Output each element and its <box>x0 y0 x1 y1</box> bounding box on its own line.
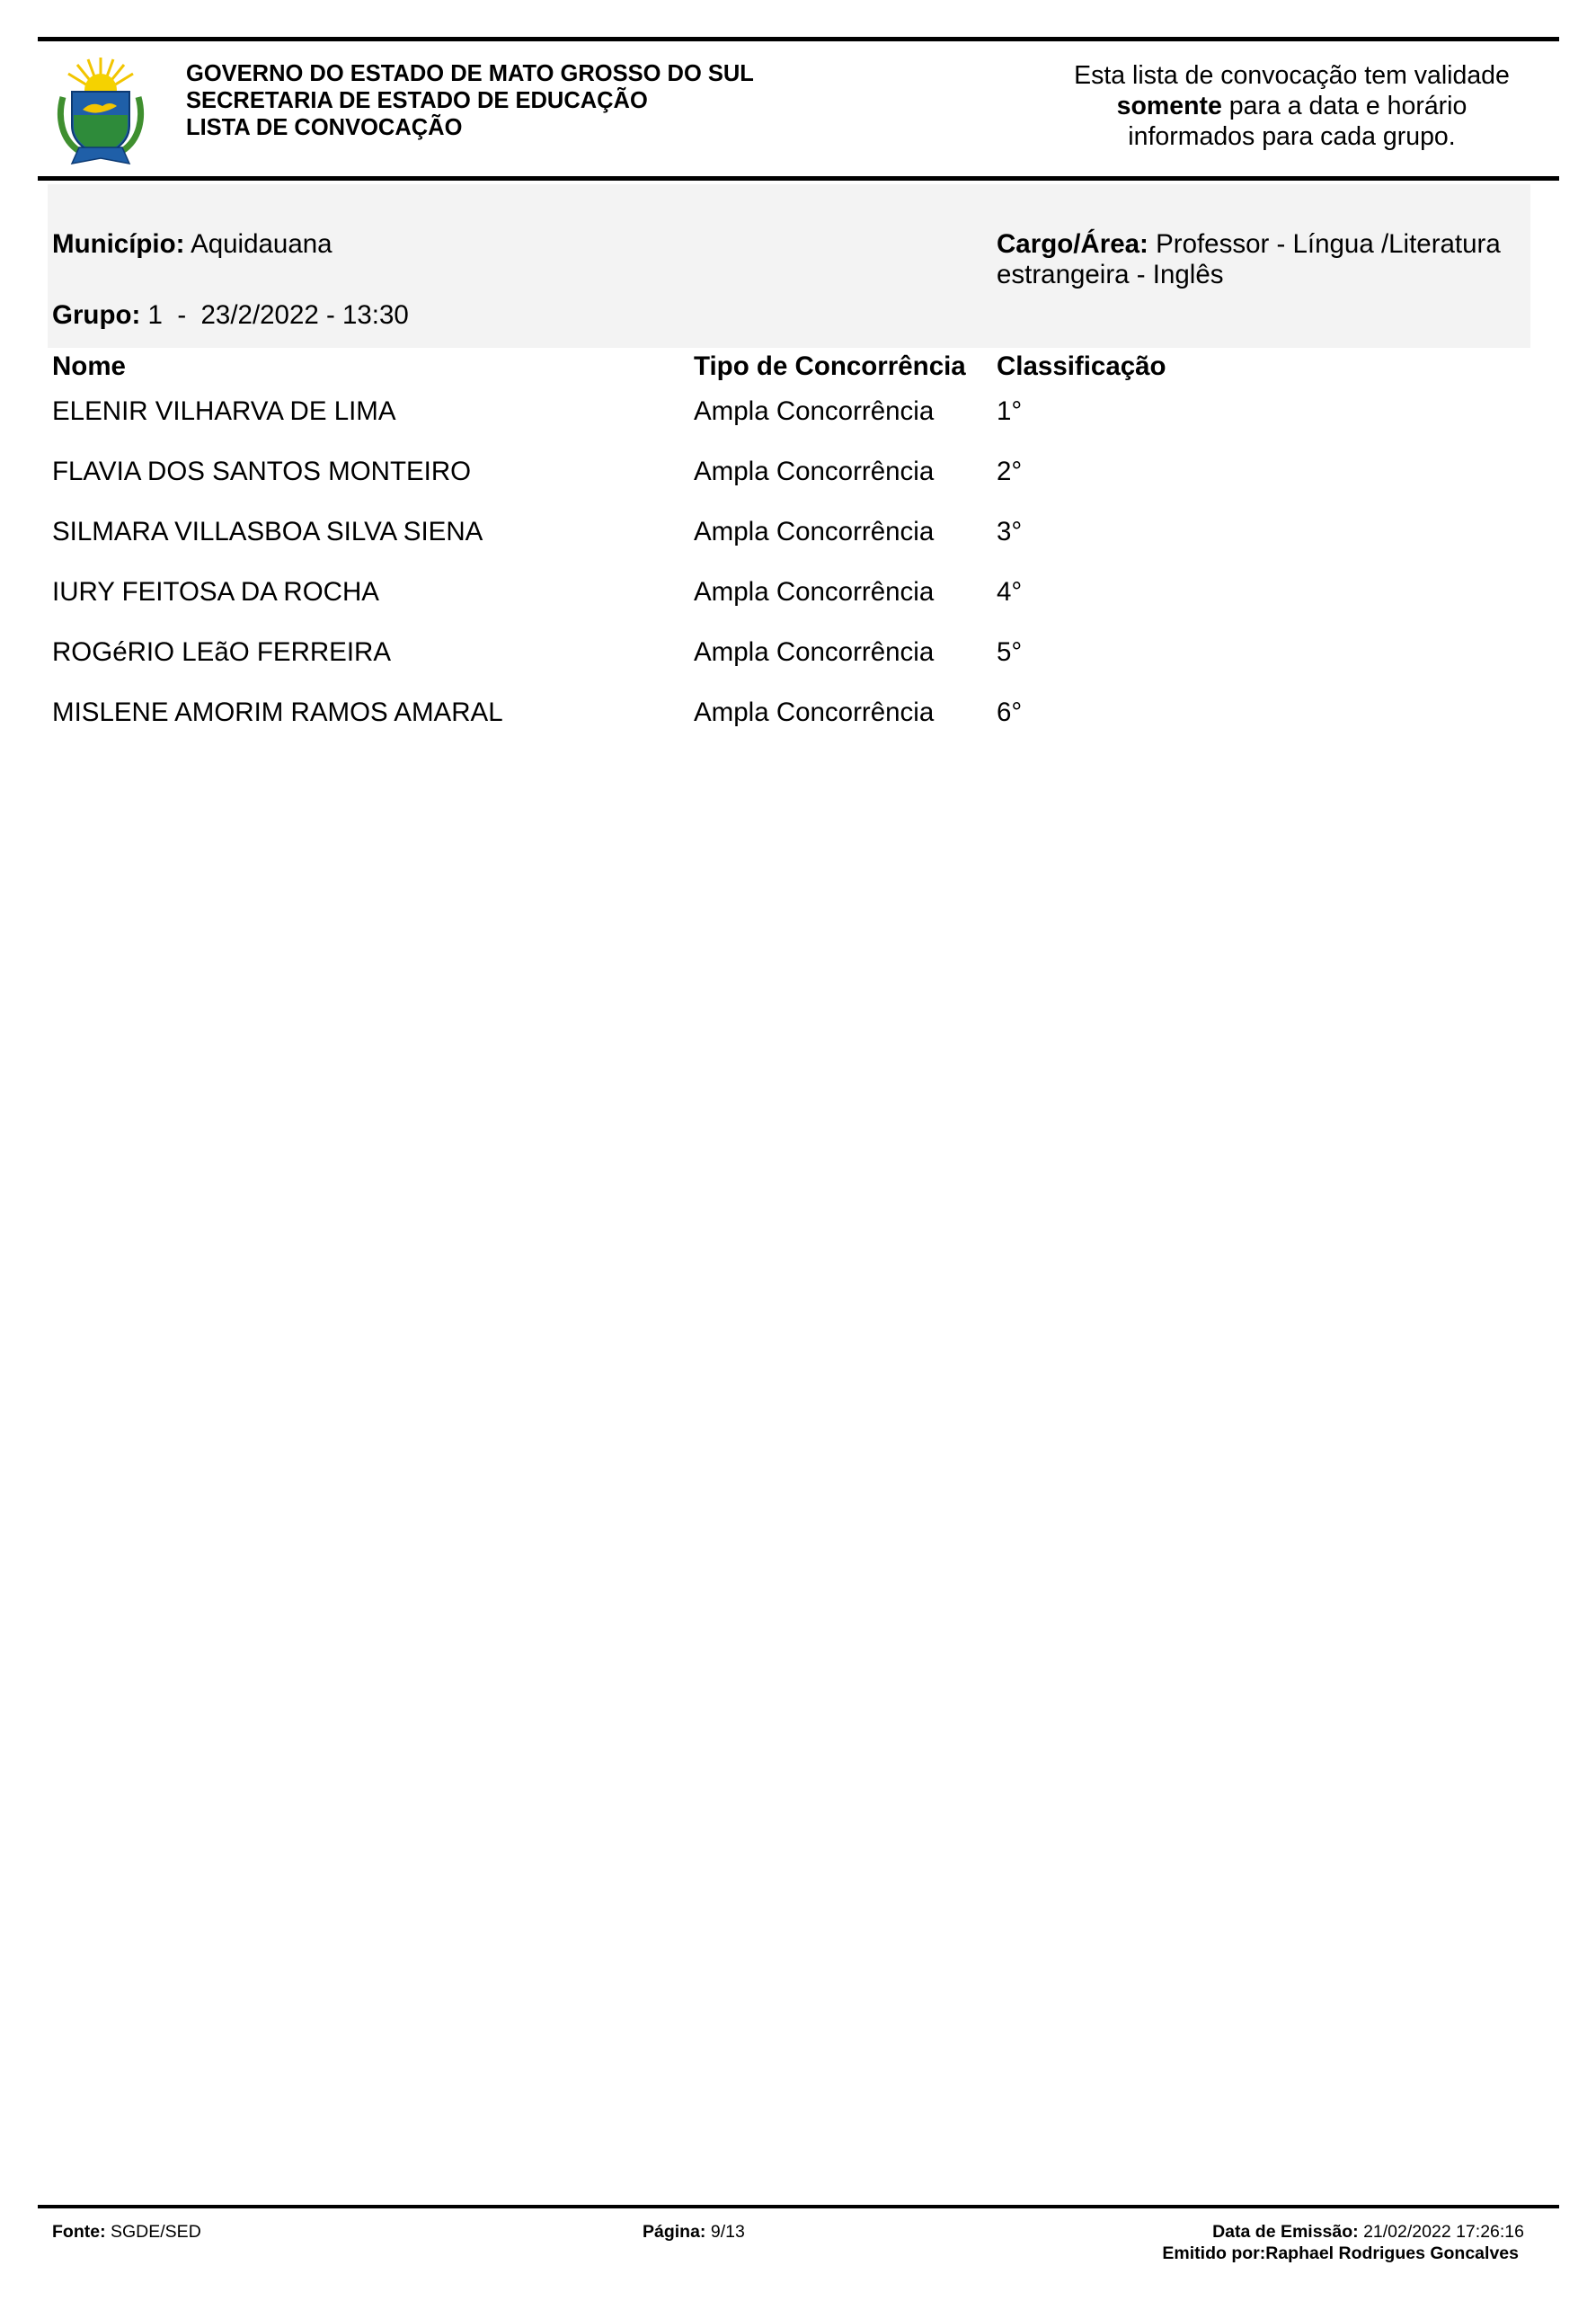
candidate-name: IURY FEITOSA DA ROCHA <box>52 577 379 607</box>
competition-type: Ampla Concorrência <box>694 457 935 486</box>
ranking: 4° <box>997 577 1023 607</box>
org-line-secretariat: SECRETARIA DE ESTADO DE EDUCAÇÃO <box>186 88 648 113</box>
grupo-value: 1 - 23/2/2022 - 13:30 <box>147 300 409 330</box>
validity-line-2-rest: para a data e horário <box>1221 92 1467 120</box>
pagina-label: Página: <box>643 2222 706 2242</box>
column-header-classificacao: Classificação <box>997 351 1166 381</box>
table-row <box>0 697 1596 729</box>
candidate-name: ELENIR VILHARVA DE LIMA <box>52 396 396 426</box>
candidate-name: FLAVIA DOS SANTOS MONTEIRO <box>52 457 472 486</box>
state-coat-of-arms-logo <box>52 54 149 169</box>
candidate-name: ROGéRIO LEãO FERREIRA <box>52 637 392 667</box>
validity-line-1: Esta lista de convocação tem validade <box>1074 61 1510 90</box>
table-row <box>0 516 1596 548</box>
table-row <box>0 456 1596 488</box>
cargo-value-line-1: Professor - Língua /Literatura <box>1156 229 1501 259</box>
competition-type: Ampla Concorrência <box>694 577 935 607</box>
ranking: 3° <box>997 517 1023 546</box>
candidate-name: SILMARA VILLASBOA SILVA SIENA <box>52 517 483 546</box>
emissao-label: Data de Emissão: <box>1212 2222 1359 2242</box>
cargo-field <box>997 229 1536 290</box>
ranking: 2° <box>997 457 1023 486</box>
competition-type: Ampla Concorrência <box>694 637 935 667</box>
footer-page-number <box>643 2221 745 2243</box>
footer-emission <box>1162 2221 1524 2264</box>
table-row <box>0 395 1596 428</box>
column-header-nome: Nome <box>52 351 126 381</box>
municipio-field <box>52 229 332 260</box>
organization-header <box>186 60 754 141</box>
municipio-label: Município: <box>52 229 185 259</box>
emissao-value: 21/02/2022 17:26:16 <box>1363 2222 1524 2242</box>
validity-line-2 <box>1015 91 1568 121</box>
cargo-value-line-2: estrangeira - Inglês <box>997 260 1224 289</box>
top-rule <box>38 37 1559 41</box>
competition-type: Ampla Concorrência <box>694 697 935 727</box>
validity-line-3: informados para cada grupo. <box>1128 122 1456 151</box>
footer-source <box>52 2221 201 2243</box>
emitido-value: Raphael Rodrigues Goncalves <box>1265 2243 1519 2263</box>
table-row <box>0 636 1596 669</box>
column-header-tipo: Tipo de Concorrência <box>694 351 966 381</box>
grupo-label: Grupo: <box>52 300 141 330</box>
competition-type: Ampla Concorrência <box>694 517 935 546</box>
header-rule <box>38 176 1559 181</box>
emitido-label: Emitido por: <box>1162 2243 1266 2263</box>
org-line-government: GOVERNO DO ESTADO DE MATO GROSSO DO SUL <box>186 61 754 86</box>
fonte-value: SGDE/SED <box>111 2222 201 2242</box>
fonte-label: Fonte: <box>52 2222 106 2242</box>
grupo-field <box>52 300 409 331</box>
ranking: 5° <box>997 637 1023 667</box>
candidate-name: MISLENE AMORIM RAMOS AMARAL <box>52 697 503 727</box>
table-row <box>0 576 1596 609</box>
validity-notice <box>1015 60 1568 152</box>
ranking: 6° <box>997 697 1023 727</box>
validity-emphasis: somente <box>1116 92 1222 120</box>
pagina-value: 9/13 <box>710 2222 745 2242</box>
cargo-label: Cargo/Área: <box>997 229 1148 259</box>
org-line-list-title: LISTA DE CONVOCAÇÃO <box>186 115 463 140</box>
ranking: 1° <box>997 396 1023 426</box>
competition-type: Ampla Concorrência <box>694 396 935 426</box>
footer-rule <box>38 2205 1559 2208</box>
municipio-value: Aquidauana <box>191 229 332 259</box>
